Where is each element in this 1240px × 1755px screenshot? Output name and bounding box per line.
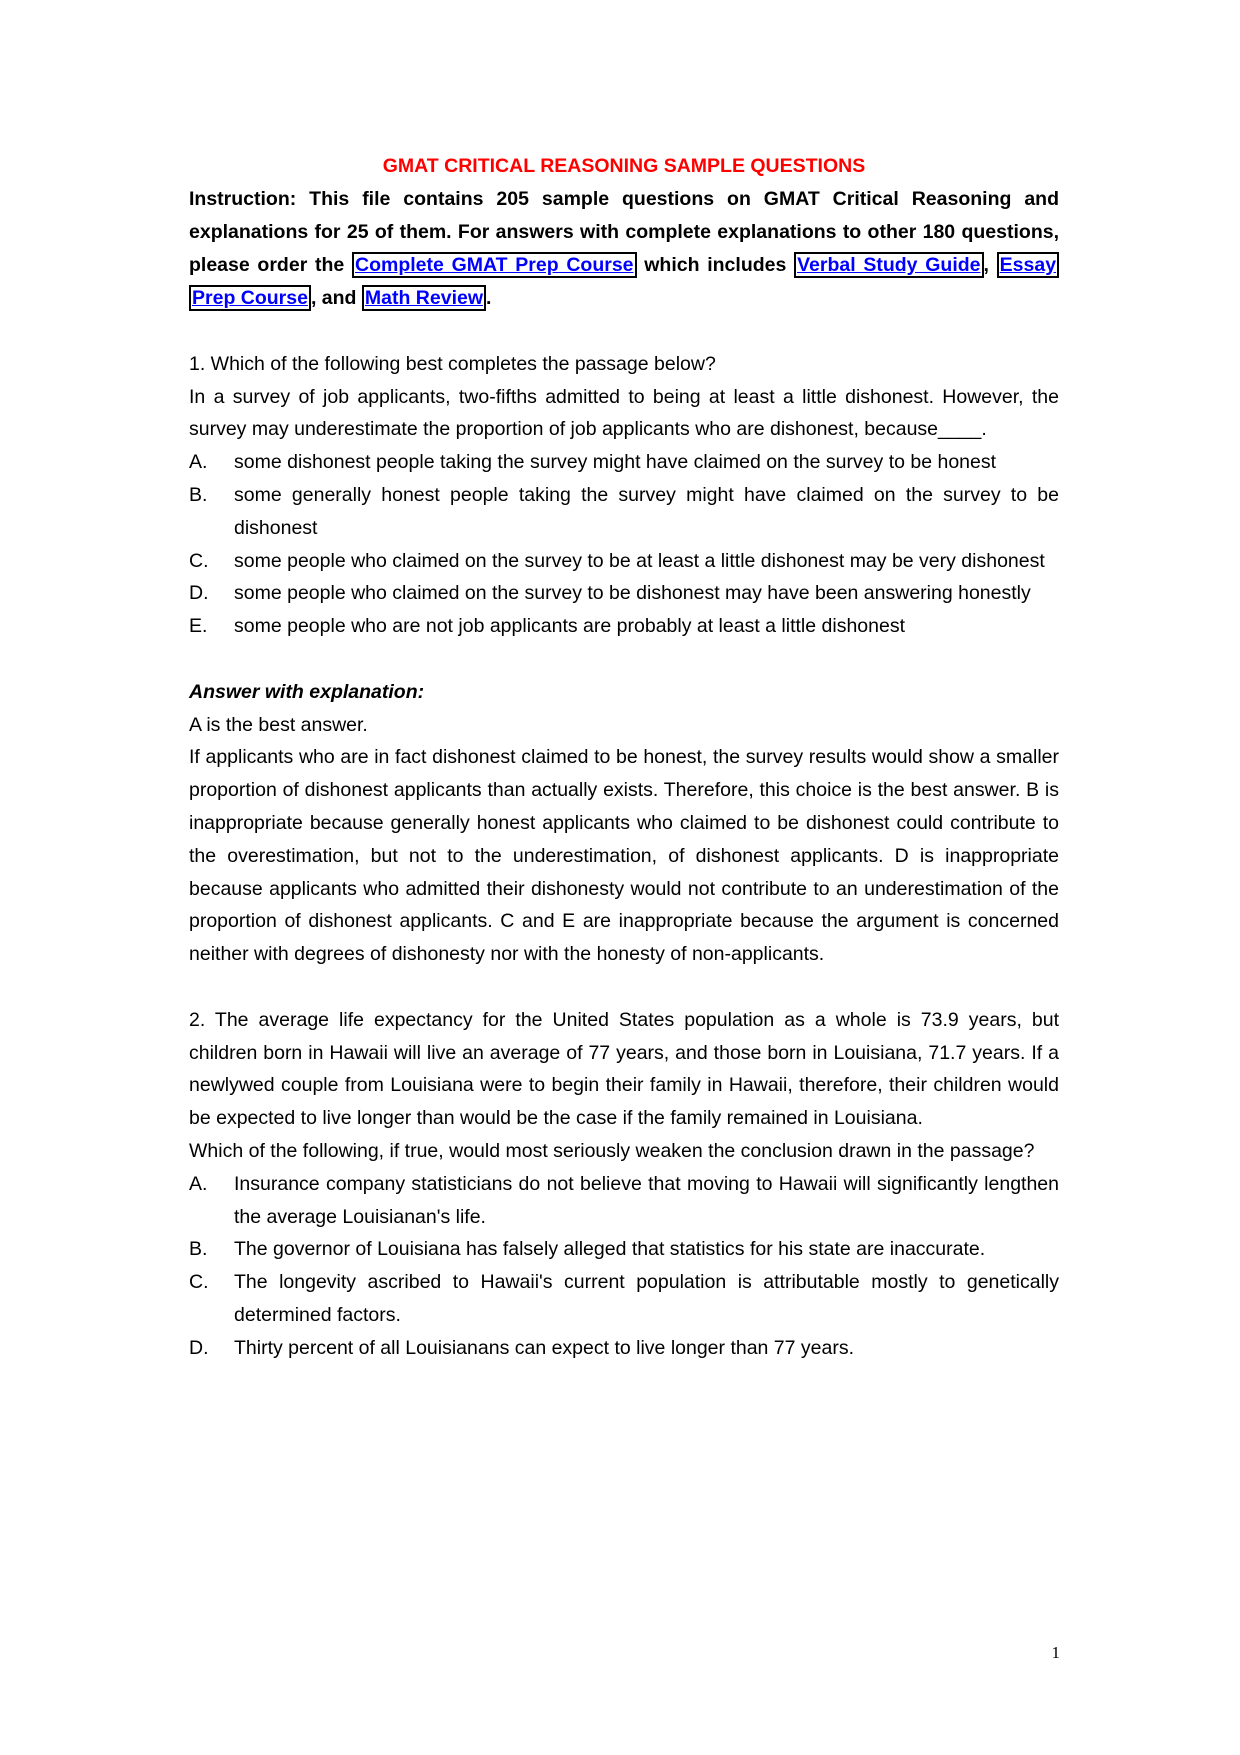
- instruction-text: Instruction: This file contains 205 sample questions on GMAT Critical Reasoning and explanations for 25 of them. For answers with complete explanations to other 180 questions, please order the: [189, 188, 1059, 276]
- question-1-option-d: [189, 577, 1059, 610]
- question-2-prompt: Which of the following, if true, would most seriously weaken the conclusion drawn in the passage?: [189, 1139, 1035, 1162]
- option-letter: B.: [189, 1238, 208, 1261]
- option-text: some people who are not job applicants are probably at least a little dishonest: [234, 615, 905, 638]
- option-text: The governor of Louisiana has falsely alleged that statistics for his state are inaccurate.: [234, 1238, 986, 1261]
- question-2-option-d: [189, 1332, 1059, 1365]
- option-letter: A.: [189, 451, 208, 474]
- question-1-option-e: [189, 610, 1059, 643]
- option-text: The longevity ascribed to Hawaii's current population is attributable mostly to genetically determined factors.: [234, 1271, 1059, 1326]
- option-letter: B.: [189, 483, 208, 506]
- essay-prep-course-link[interactable]: Essay Prep Course: [189, 252, 1059, 311]
- answer-statement: A is the best answer.: [189, 713, 368, 736]
- option-letter: C.: [189, 549, 209, 572]
- option-text: some people who claimed on the survey to be dishonest may have been answering honestly: [234, 582, 1031, 605]
- question-2-option-b: [189, 1233, 1059, 1266]
- question-1-option-b: [189, 479, 1059, 545]
- math-review-link[interactable]: Math Review: [362, 285, 486, 311]
- option-letter: D.: [189, 1336, 209, 1359]
- page-number: 1: [1051, 1643, 1060, 1662]
- option-letter: A.: [189, 1172, 208, 1195]
- option-text: some people who claimed on the survey to be at least a little dishonest may be very dishonest: [234, 549, 1045, 572]
- document-title: GMAT CRITICAL REASONING SAMPLE QUESTIONS: [382, 155, 866, 177]
- option-text: Insurance company statisticians do not believe that moving to Hawaii will significantly lengthen the average Louisianan's life.: [234, 1172, 1059, 1228]
- question-2-option-a: [189, 1168, 1059, 1234]
- document-page: [189, 150, 1059, 1365]
- question-1-option-c: [189, 545, 1059, 578]
- option-letter: C.: [189, 1271, 209, 1294]
- verbal-study-guide-link[interactable]: Verbal Study Guide: [794, 252, 983, 278]
- separator-comma: ,: [983, 254, 989, 276]
- instruction-end: .: [486, 287, 492, 309]
- option-text: Thirty percent of all Louisianans can expect to live longer than 77 years.: [234, 1336, 855, 1359]
- question-2-passage: 2. The average life expectancy for the United States population as a whole is 73.9 years, but children born in Hawaii will live an average of 77 years, and those born in Louisiana, 71.7 years. If a newlywed couple from Louisiana were to begin their family in Hawaii, therefore, their children would be expected to live longer than would be the case if the family remained in Louisiana.: [189, 1008, 1059, 1130]
- complete-gmat-prep-course-link[interactable]: Complete GMAT Prep Course: [352, 252, 637, 278]
- question-2-option-c: [189, 1266, 1059, 1332]
- option-letter: D.: [189, 582, 209, 605]
- question-1-option-a: [189, 446, 1059, 479]
- instruction-text-2: which includes: [644, 254, 787, 276]
- answer-explanation: If applicants who are in fact dishonest claimed to be honest, the survey results would show a smaller proportion of dishonest applicants than actually exists. Therefore, this choice is the best answer. B is inappropriate because generally honest applicants who claimed to be dishonest could contribute to the overestimation, but not to the underestimation, of dishonest applicants. D is inappropriate because applicants who admitted their dishonesty would not contribute to an underestimation of the proportion of dishonest applicants. C and E are inappropriate because the argument is concerned neither with degrees of dishonesty nor with the honesty of non-applicants.: [189, 746, 1059, 966]
- option-text: some generally honest people taking the survey might have claimed on the survey to be dishonest: [234, 483, 1059, 539]
- separator-and: , and: [310, 287, 357, 309]
- answer-heading: Answer with explanation:: [189, 680, 425, 703]
- option-letter: E.: [189, 615, 208, 638]
- option-text: some dishonest people taking the survey might have claimed on the survey to be honest: [234, 451, 997, 474]
- question-1-prompt: 1. Which of the following best completes the passage below?: [189, 352, 716, 375]
- question-1-passage: In a survey of job applicants, two-fifths admitted to being at least a little dishonest. However, the survey may underestimate the proportion of job applicants who are dishonest, because____.: [189, 385, 1059, 441]
- instruction-paragraph: [189, 183, 1059, 315]
